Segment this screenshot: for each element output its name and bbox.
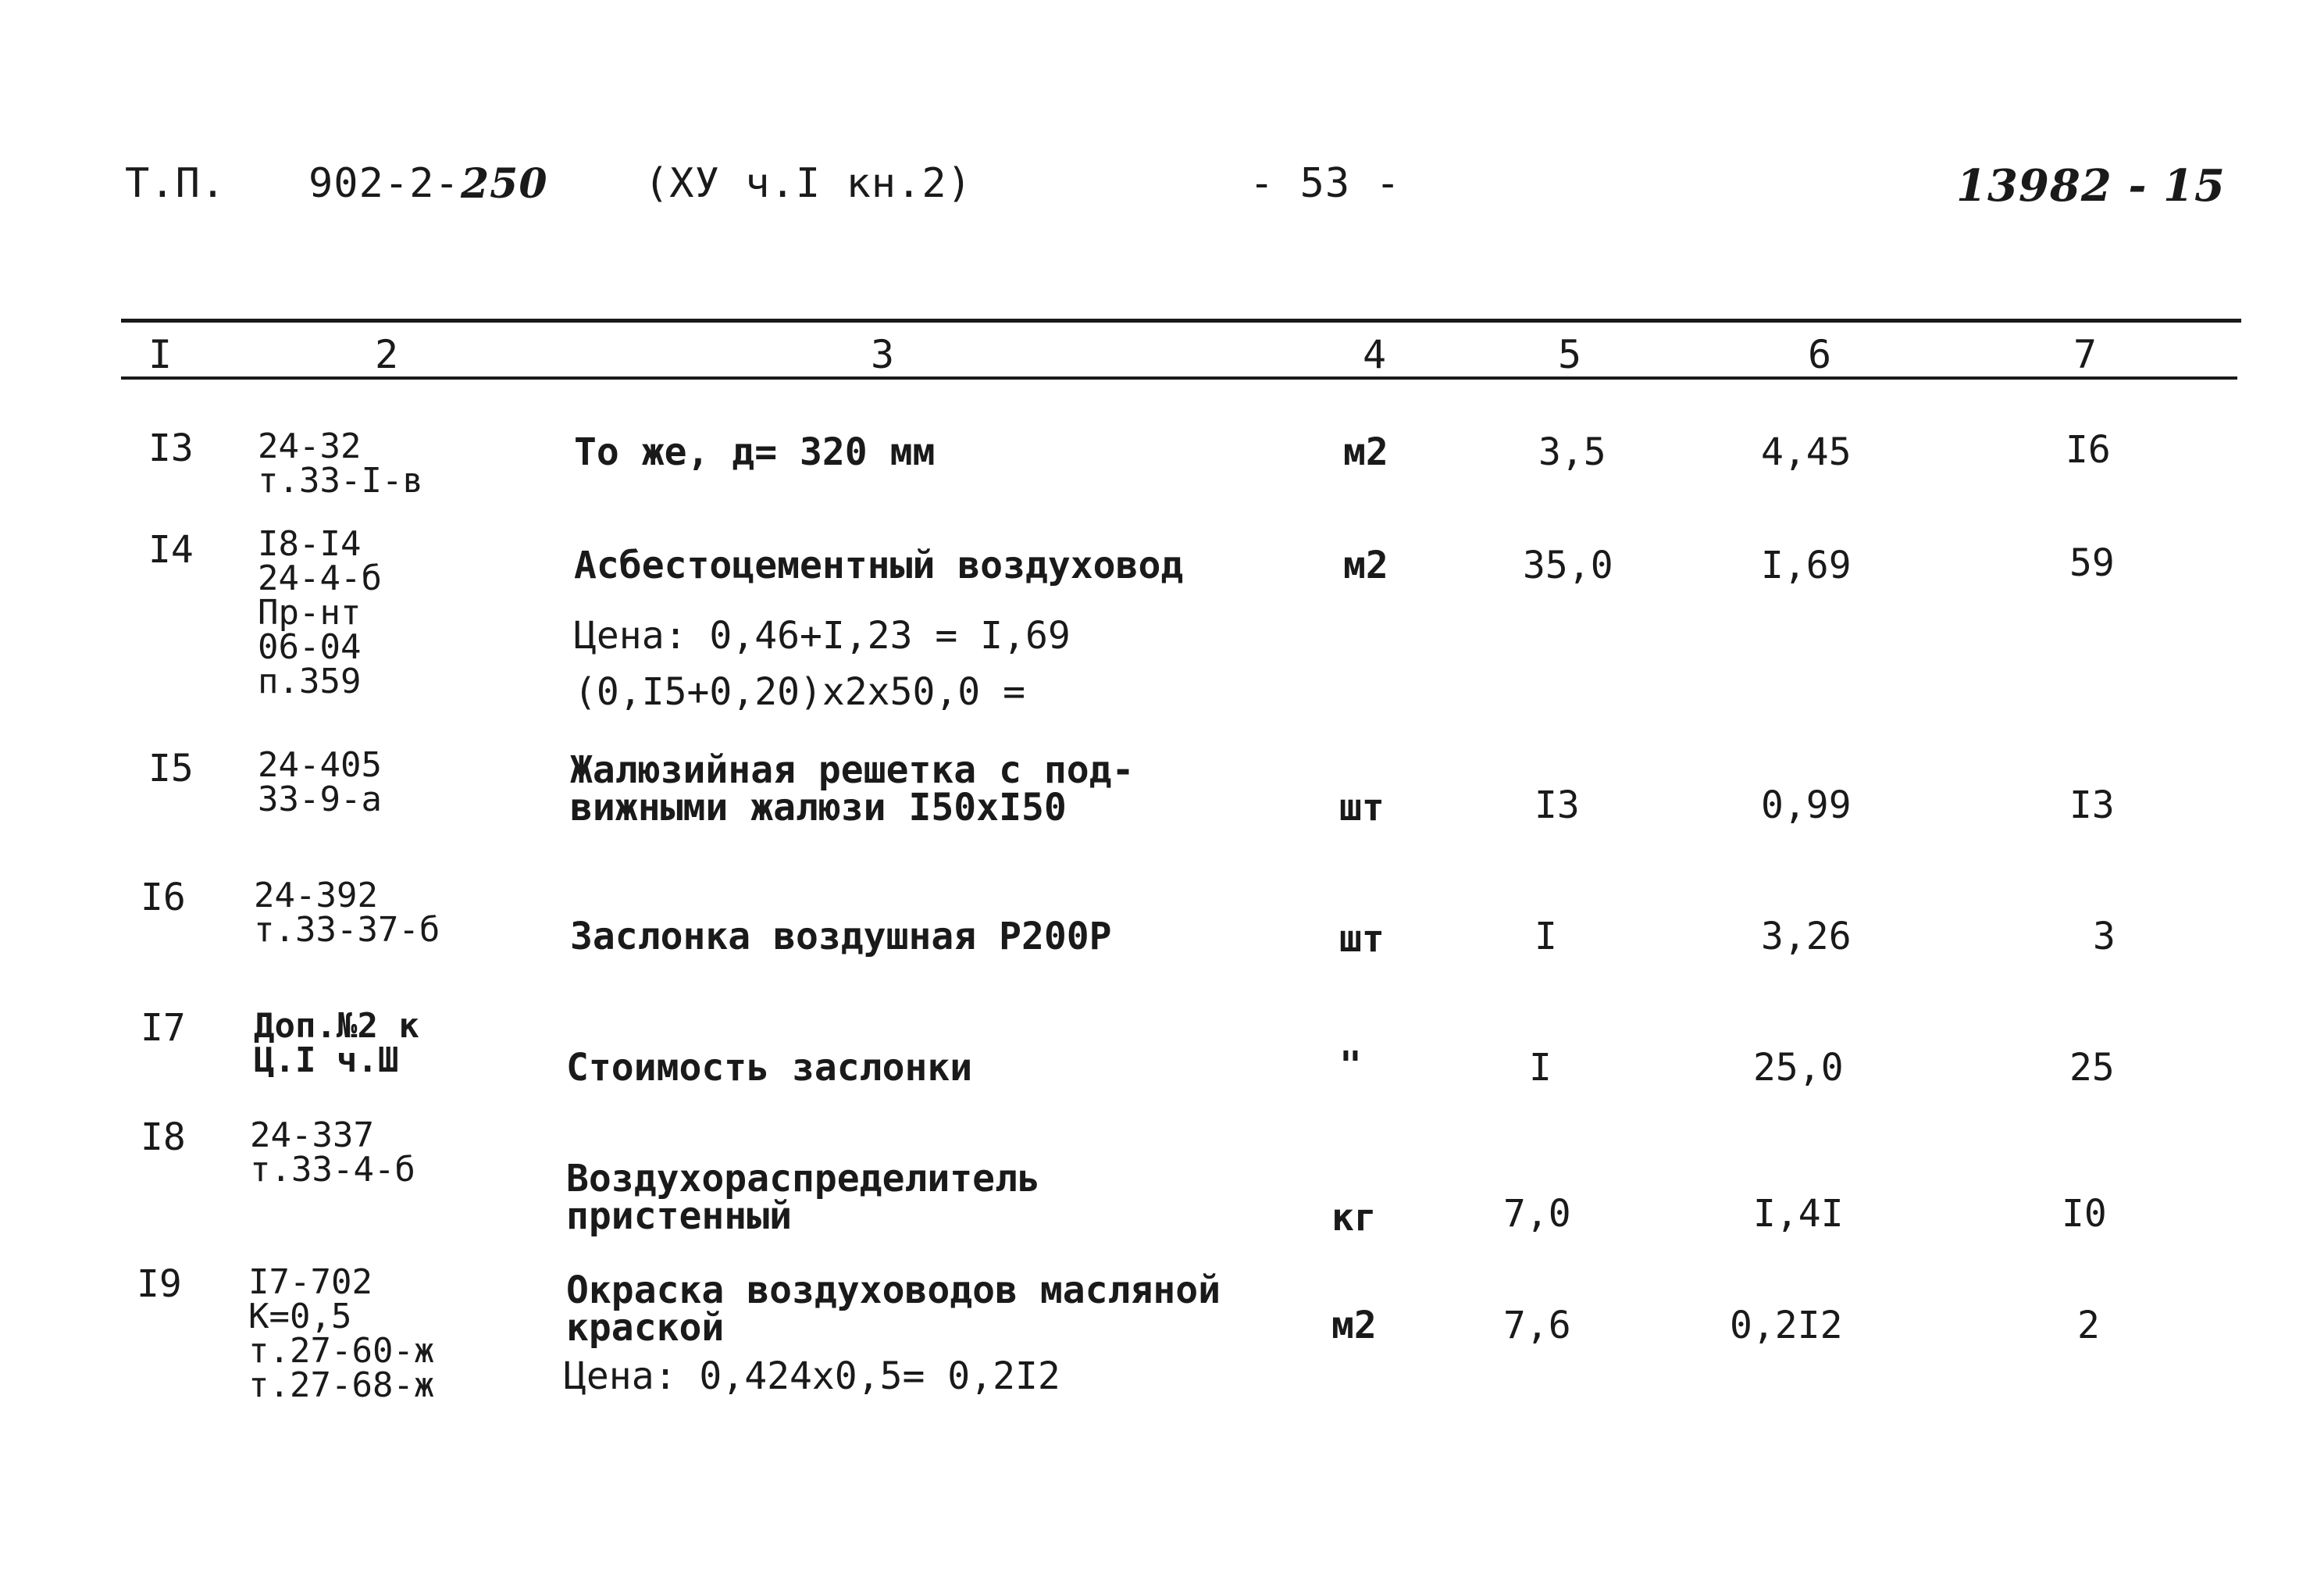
archive-stamp: 13982 - 15 <box>1956 160 2226 212</box>
column-header-3: 3 <box>871 332 895 377</box>
row-total: I6 <box>2066 428 2111 472</box>
row-number: I5 <box>148 747 194 790</box>
row-reference: I8-I4 24-4-б Пр-нт 06-04 п.359 <box>258 524 382 701</box>
page-number: - 53 - <box>1249 160 1401 207</box>
row-total: 25 <box>2069 1046 2115 1090</box>
row-description: То же, д= 320 мм <box>574 430 936 474</box>
row-total: 3 <box>2093 915 2115 958</box>
row-reference: Доп.№2 к Ц.I ч.Ш <box>254 1006 419 1080</box>
column-header-1: I <box>148 332 173 377</box>
row-number: I8 <box>141 1115 186 1159</box>
row-unit-price: 4,45 <box>1761 430 1852 474</box>
column-header-5: 5 <box>1558 332 1582 377</box>
row-number: I3 <box>148 426 194 470</box>
column-header-4: 4 <box>1363 332 1387 377</box>
table-header-rule-end <box>2030 376 2237 380</box>
row-total: 2 <box>2077 1304 2100 1347</box>
row-unit-price: I,4I <box>1753 1192 1844 1236</box>
row-description: Заслонка воздушная Р200Р <box>570 915 1112 958</box>
row-unit-price: 0,2I2 <box>1730 1304 1843 1347</box>
row-calc-note: (0,I5+0,20)х2х50,0 = <box>574 670 1025 714</box>
row-total: I0 <box>2062 1192 2107 1236</box>
tp-label: Т.П. <box>125 160 226 207</box>
table-header-rule-dash <box>1984 376 2015 379</box>
row-unit: шт <box>1339 786 1385 830</box>
row-reference: 24-392 т.33-37-б <box>254 876 440 950</box>
row-total: 59 <box>2069 541 2115 585</box>
project-code-number: 250 <box>461 160 548 208</box>
row-unit: м2 <box>1343 430 1388 474</box>
row-description: Окраска воздуховодов масляной краской <box>566 1268 1221 1350</box>
row-number: I7 <box>141 1006 186 1050</box>
row-number: I9 <box>137 1262 182 1306</box>
row-description: Воздухораспределитель пристенный <box>566 1157 1040 1238</box>
row-quantity: 35,0 <box>1523 544 1613 587</box>
row-price-note: Цена: 0,46+I,23 = I,69 <box>574 614 1071 658</box>
row-number: I6 <box>141 876 186 919</box>
row-quantity: I <box>1529 1046 1552 1090</box>
row-unit: м2 <box>1331 1304 1377 1347</box>
row-reference: 24-32 т.33-I-в <box>258 426 423 501</box>
row-unit: " <box>1339 1044 1362 1087</box>
row-unit-price: 25,0 <box>1753 1046 1844 1090</box>
row-description: Жалюзийная решетка с под- вижными жалюзи I50хI50 <box>570 748 1135 830</box>
row-unit-price: 3,26 <box>1761 915 1852 958</box>
row-number: I4 <box>148 528 194 572</box>
column-header-2: 2 <box>375 332 399 377</box>
row-unit-price: 0,99 <box>1761 783 1852 827</box>
row-unit-price: I,69 <box>1761 544 1852 587</box>
row-quantity: I <box>1534 915 1557 958</box>
row-quantity: 7,0 <box>1503 1192 1571 1236</box>
row-reference: 24-405 33-9-а <box>258 745 382 819</box>
row-reference: I7-702 К=0,5 т.27-60-ж т.27-68-ж <box>248 1262 435 1405</box>
row-quantity: 3,5 <box>1538 430 1606 474</box>
row-unit: м2 <box>1343 544 1388 587</box>
row-quantity: I3 <box>1534 783 1580 827</box>
volume-label: (ХУ ч.I кн.2) <box>644 160 972 207</box>
row-reference: 24-337 т.33-4-б <box>250 1115 415 1190</box>
column-header-7: 7 <box>2073 332 2098 377</box>
row-quantity: 7,6 <box>1503 1304 1571 1347</box>
row-total: I3 <box>2069 783 2115 827</box>
row-price-note: Цена: 0,424х0,5= 0,2I2 <box>564 1354 1060 1398</box>
row-unit: шт <box>1339 917 1385 961</box>
column-header-6: 6 <box>1808 332 1832 377</box>
table-top-rule <box>121 319 2241 323</box>
row-description: Стоимость заслонки <box>566 1046 973 1090</box>
row-unit: кг <box>1331 1196 1377 1240</box>
project-code-prefix: 902-2- <box>308 160 460 207</box>
row-description: Асбестоцементный воздуховод <box>574 544 1184 587</box>
